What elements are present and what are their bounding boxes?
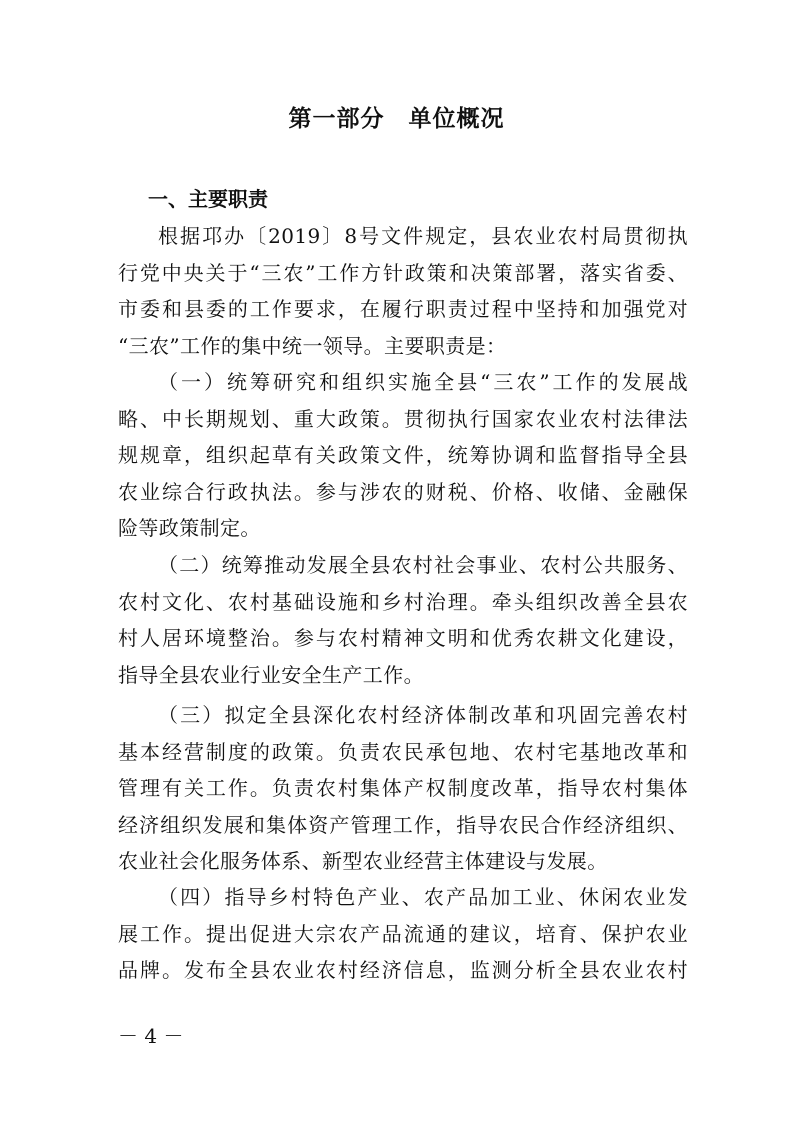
paragraph-4 (118, 879, 688, 989)
paragraph-line: 略、中长期规划、重大政策。贯彻执行国家农业农村法律法 (118, 406, 688, 431)
page-title: 第一部分 单位概况 (288, 106, 505, 132)
paragraph-0 (118, 218, 688, 364)
paragraph-line: 展工作。提出促进大宗农产品流通的建议，培育、保护农业 (118, 921, 688, 946)
paragraph-line: 行党中央关于“三农”工作方针政策和决策部署，落实省委、 (118, 260, 688, 285)
paragraph-line: 管理有关工作。负责农村集体产权制度改革，指导农村集体 (118, 776, 688, 800)
paragraph-line: 农业综合行政执法。参与涉农的财税、价格、收储、金融保 (118, 479, 688, 504)
paragraph-3 (118, 697, 688, 880)
paragraph-line: 险等政策制定。 (118, 516, 261, 540)
paragraph-1 (118, 364, 688, 547)
paragraph-2 (118, 547, 688, 693)
paragraph-line: 农业社会化服务体系、新型农业经营主体建设与发展。 (118, 849, 608, 873)
paragraph-line: 农村文化、农村基础设施和乡村治理。牵头组织改善全县农 (118, 589, 688, 614)
paragraph-line: 指导全县农业行业安全生产工作。 (118, 662, 424, 687)
paragraph-line: 市委和县委的工作要求，在履行职责过程中坚持和加强党对 (118, 297, 688, 321)
paragraph-line: 品牌。发布全县农业农村经济信息，监测分析全县农业农村 (118, 958, 688, 982)
paragraph-line: （四）指导乡村特色产业、农产品加工业、休闲农业发 (158, 885, 688, 909)
paragraph-line: 规规章，组织起草有关政策文件，统筹协调和监督指导全县 (118, 443, 688, 467)
paragraph-line: （二）统筹推动发展全县农村社会事业、农村公共服务、 (158, 553, 688, 577)
paragraph-line: 村人居环境整治。参与农村精神文明和优秀农耕文化建设， (118, 626, 688, 650)
paragraph-line: 根据邛办〔2019〕8号文件规定，县农业农村局贯彻执 (158, 224, 688, 248)
paragraph-line: （一）统筹研究和组织实施全县“三农”工作的发展战 (158, 370, 688, 394)
section-heading: 一、主要职责 (148, 187, 268, 211)
page-number: － 4 － (118, 1024, 184, 1048)
paragraph-line: 基本经营制度的政策。负责农民承包地、农村宅基地改革和 (118, 739, 688, 764)
paragraph-line: 经济组织发展和集体资产管理工作，指导农民合作经济组织、 (118, 812, 688, 837)
paragraph-line: （三）拟定全县深化农村经济体制改革和巩固完善农村 (158, 703, 688, 727)
paragraph-line: “三农”工作的集中统一领导。主要职责是： (118, 333, 507, 358)
